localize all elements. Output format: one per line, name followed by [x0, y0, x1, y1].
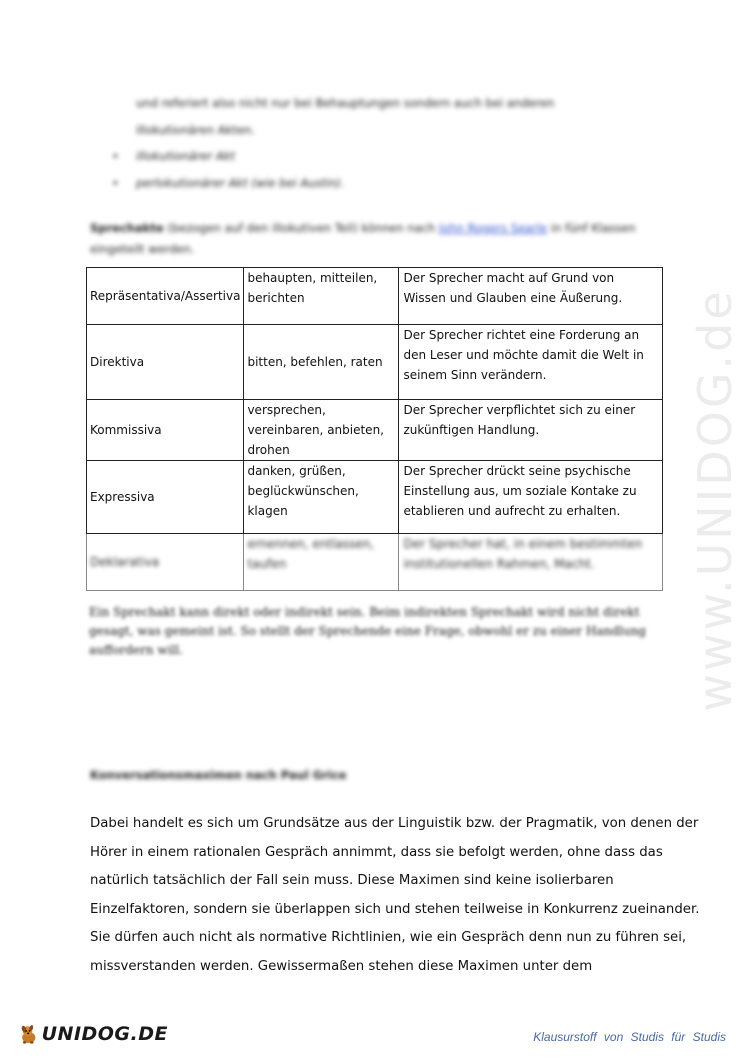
searle-link[interactable]: John Rogers Searle — [438, 221, 548, 235]
table-cell-class: Direktiva — [87, 325, 244, 400]
footer-tagline: Klausurstoff von Studis für Studis — [533, 1030, 726, 1044]
bullet-list — [112, 143, 512, 197]
paragraph-line: missverstanden werden. Gewissermaßen stehen diese Maximen unter dem — [90, 958, 593, 974]
table-cell-verbs: bitten, befehlen, raten — [244, 325, 399, 400]
table-cell-description: Der Sprecher richtet eine Forderung an den Leser und möchte damit die Welt in seinem Sinn verändern. — [399, 325, 663, 400]
watermark-text: www.UNIDOG.de — [688, 288, 742, 712]
table-cell-class — [87, 534, 244, 591]
paragraph-line: Einzelfaktoren, sondern sie überlappen sich und stehen teilweise in Konkurrenz zueinander. — [90, 901, 700, 917]
table-cell-verbs: versprechen, vereinbaren, anbieten, drohen — [244, 400, 399, 461]
paragraph-line: und referiert also nicht nur bei Behauptungen sondern auch bei anderen — [136, 96, 555, 110]
table-cell-description: Der Sprecher verpflichtet sich zu einer zukünftigen Handlung. — [399, 400, 663, 461]
paragraph-line: natürlich tatsächlich der Fall sein muss. Diese Maximen sind keine isolierbaren — [90, 873, 614, 888]
table-row-blurred — [87, 534, 663, 591]
table-row — [87, 400, 663, 461]
table-cell-verbs: behaupten, mitteilen, berichten — [244, 268, 399, 325]
dog-icon — [18, 1016, 40, 1052]
paragraph-line: illokutionären Akten. — [136, 123, 255, 137]
table-cell-description: Der Sprecher drückt seine psychische Einstellung aus, um soziale Kontake zu etablieren und aufrecht zu erhalten. — [399, 461, 663, 534]
intro-text: (bezogen auf den illokutiven Teil) können nach — [163, 221, 439, 235]
blurred-cell-text: Der Sprecher hat, in einem bestimmten institutionellen Rahmen, Macht. — [403, 537, 643, 571]
blurred-serif-paragraph: Ein Sprechakt kann direkt oder indirekt sein. Beim indirekten Sprechakt wird nicht direkt gesagt, was gemeint ist. So stellt der Sprechende eine Frage, obwohl er zu einer Handlung auffordern will. — [89, 605, 646, 657]
paragraph-line: Hörer in einem rationalen Gespräch annimmt, dass sie befolgt werden, ohne dass das — [90, 844, 663, 860]
intro-text: in fünf Klassen eingeteilt werden. — [90, 221, 636, 256]
blurred-paragraph — [136, 90, 606, 144]
table-cell-verbs: danken, grüßen, beglückwünschen, klagen — [244, 461, 399, 534]
section-heading: Konversationsmaximen nach Paul Grice — [90, 768, 347, 782]
main-paragraph — [90, 810, 700, 981]
table-cell-verbs — [244, 534, 399, 591]
intro-paragraph — [90, 218, 650, 260]
table-row — [87, 268, 663, 325]
table-cell-class: Expressiva — [87, 461, 244, 534]
speech-acts-table — [86, 267, 663, 591]
bullet-item: • illokutionärer Akt — [112, 143, 512, 170]
intro-bold-term: Sprechakte — [90, 221, 164, 235]
paragraph-line: Dabei handelt es sich um Grundsätze aus der Linguistik bzw. der Pragmatik, von denen der — [90, 816, 699, 831]
blurred-cell-text: Deklarativa — [90, 555, 160, 569]
table-row — [87, 461, 663, 534]
table-cell-class: Repräsentativa/Assertiva — [87, 268, 244, 325]
unidog-logo[interactable] — [18, 1014, 168, 1054]
paragraph-line: Sie dürfen auch nicht als normative Richtlinien, wie ein Gespräch denn nun zu führen sei, — [90, 930, 687, 945]
bullet-item: • perlokutionärer Akt (wie bei Austin). — [112, 170, 512, 197]
table-row — [87, 325, 663, 400]
table-cell-description: Der Sprecher macht auf Grund von Wissen und Glauben eine Äußerung. — [399, 268, 663, 325]
table-cell-description — [399, 534, 663, 591]
table-cell-class: Kommissiva — [87, 400, 244, 461]
blurred-cell-text: ernennen, entlassen, taufen — [247, 537, 375, 571]
logo-text: UNIDOG.DE — [41, 1023, 168, 1045]
